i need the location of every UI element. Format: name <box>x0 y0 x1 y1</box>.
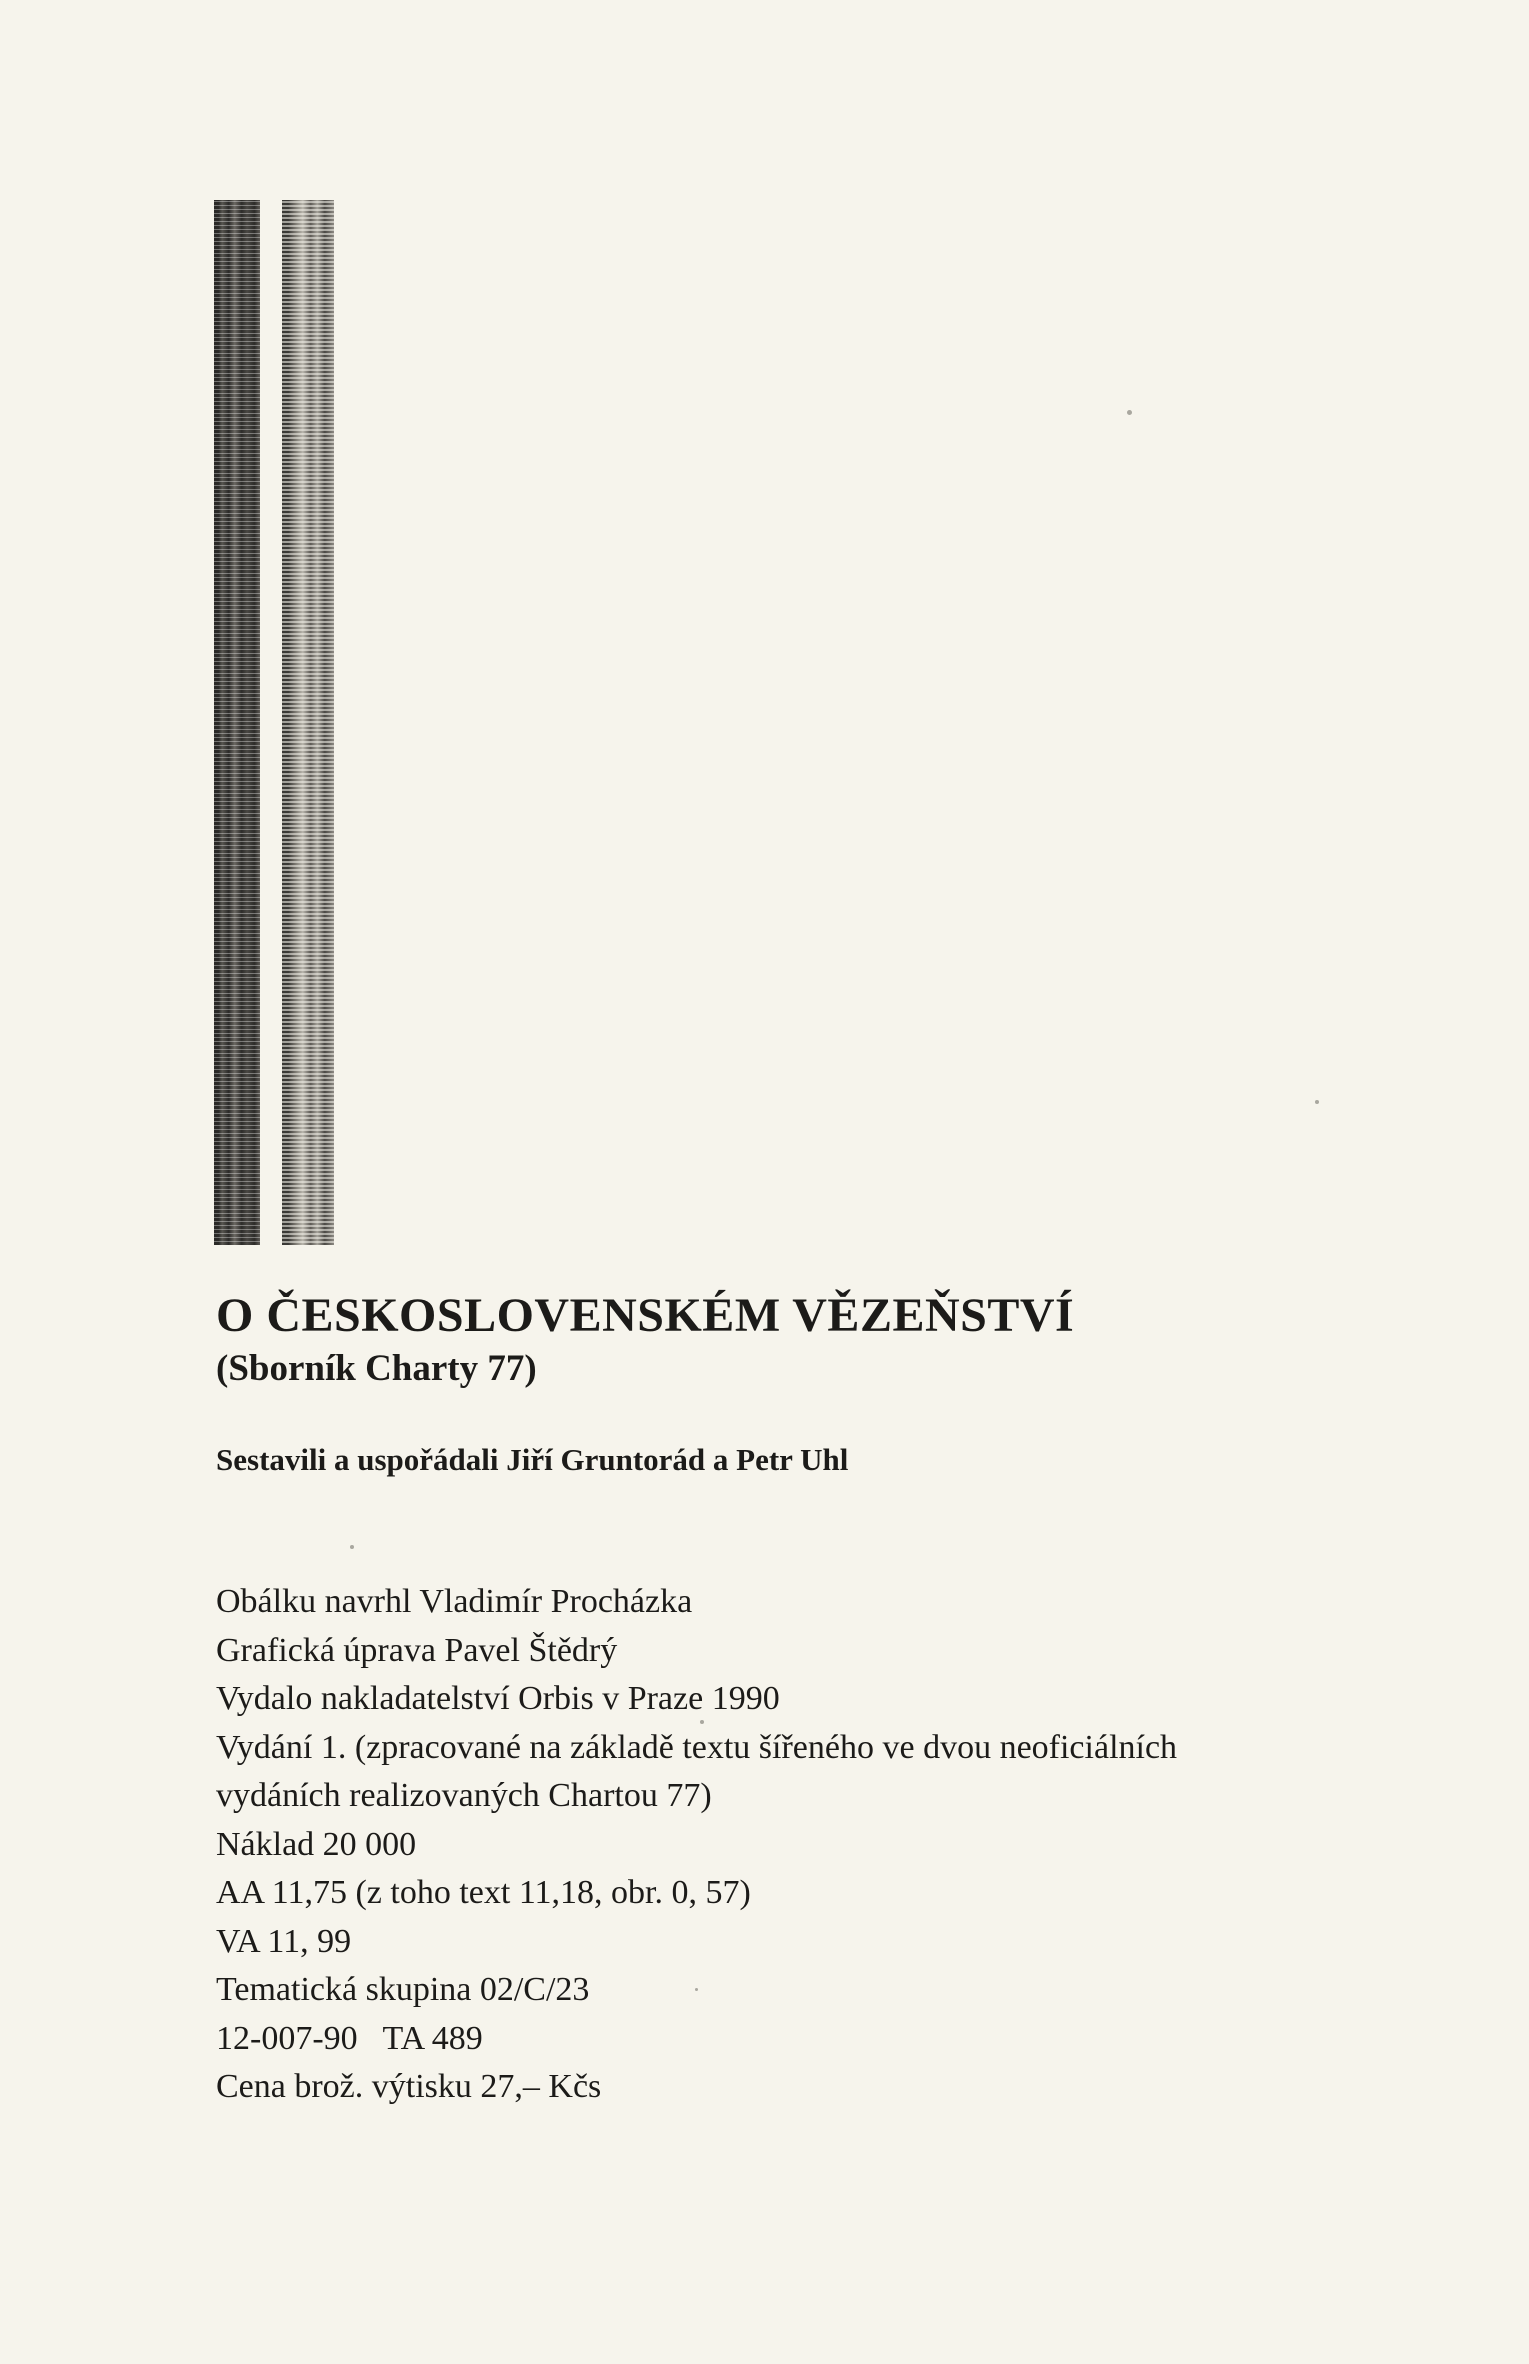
colophon-line: Obálku navrhl Vladimír Procházka <box>216 1583 693 1620</box>
colophon-line: Cena brož. výtisku 27,– Kčs <box>216 2068 602 2105</box>
book-subtitle: (Sborník Charty 77) <box>216 1347 537 1389</box>
paper-speck <box>1315 1100 1319 1104</box>
colophon <box>216 1578 1396 2112</box>
colophon-line: VA 11, 99 <box>216 1922 352 1960</box>
colophon-line: Tematická skupina 02/C/23 <box>216 1971 590 2008</box>
colophon-line: AA 11,75 (z toho text 11,18, obr. 0, 57) <box>216 1874 751 1911</box>
paper-speck <box>1127 410 1132 415</box>
colophon-line: Vydalo nakladatelství Orbis v Praze 1990 <box>216 1680 780 1717</box>
colophon-line: vydáních realizovaných Chartou 77) <box>216 1777 712 1814</box>
book-title: O ČESKOSLOVENSKÉM VĚZEŇSTVÍ <box>216 1289 1075 1342</box>
colophon-line: Grafická úprava Pavel Štědrý <box>216 1631 618 1669</box>
paper-speck <box>350 1545 354 1549</box>
colophon-line: 12-007-90 TA 489 <box>216 2019 483 2057</box>
colophon-line: Náklad 20 000 <box>216 1825 417 1863</box>
decorative-vertical-bars <box>214 200 334 1245</box>
colophon-line: Vydání 1. (zpracované na základě textu šířeného ve dvou neoficiálních <box>216 1728 1178 1766</box>
decorative-bar-right <box>282 200 334 1245</box>
decorative-bar-left <box>214 200 260 1245</box>
compilers-credit: Sestavili a uspořádali Jiří Gruntorád a Petr Uhl <box>216 1442 849 1477</box>
title-block <box>216 1290 1366 1391</box>
